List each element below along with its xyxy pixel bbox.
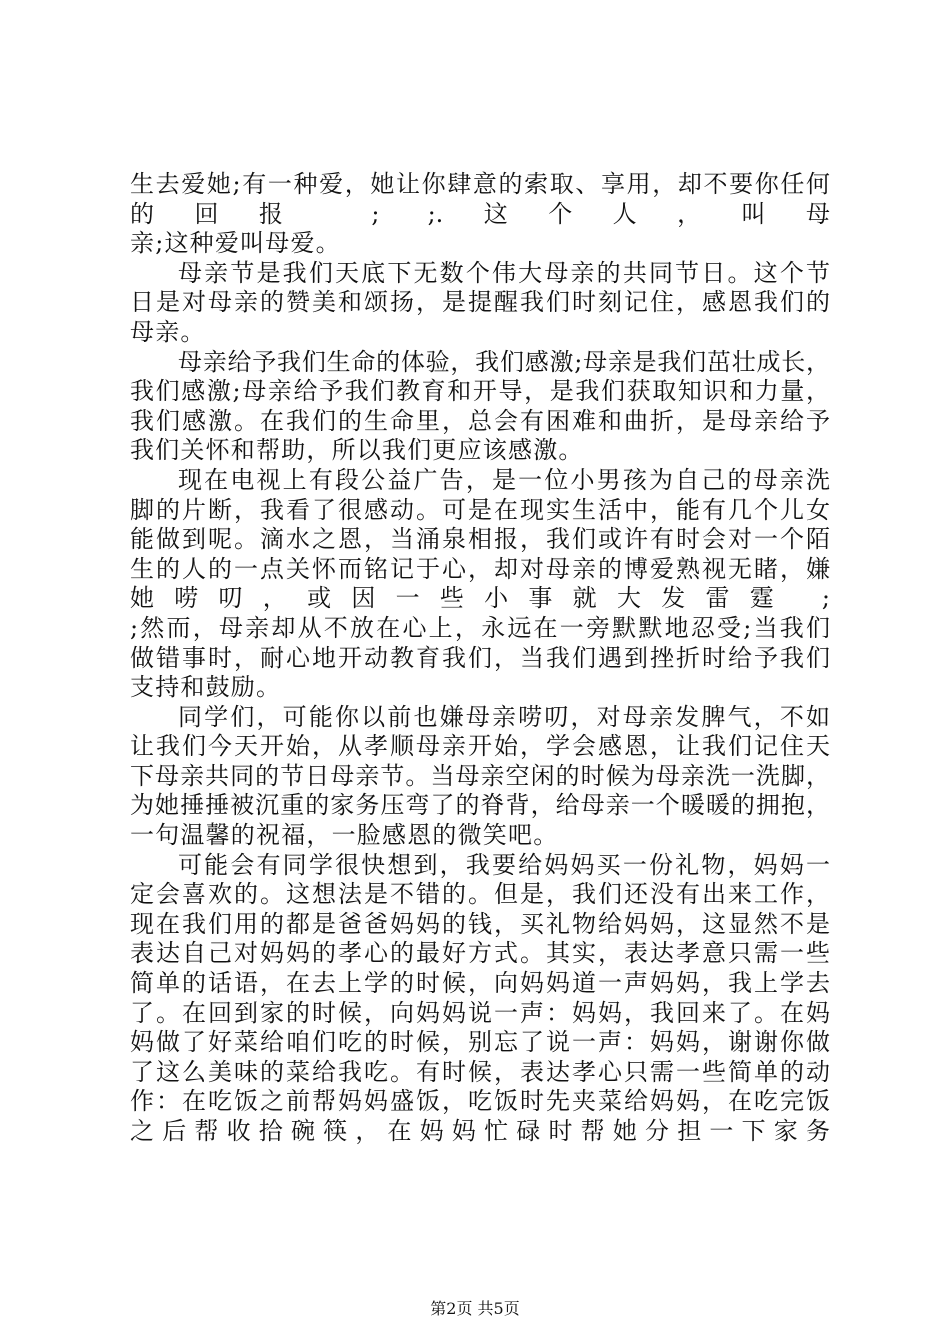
text-line: 日是对母亲的赞美和颂扬，是提醒我们时刻记住，感恩我们的: [130, 288, 830, 317]
text-line: 亲;这种爱叫母爱。: [130, 229, 341, 258]
text-line: 生的人的一点关怀而铭记于心，却对母亲的博爱熟视无睹，嫌: [130, 554, 830, 583]
text-line: 母亲给予我们生命的体验，我们感激;母亲是我们茁壮成长，: [178, 347, 830, 376]
text-line: 作：在吃饭之前帮妈妈盛饭，吃饭时先夹菜给妈妈，在吃完饭: [130, 1087, 830, 1116]
text-line: 让我们今天开始，从孝顺母亲开始，学会感恩，让我们记住天: [130, 732, 830, 761]
text-line: 我们感激。在我们的生命里，总会有困难和曲折，是母亲给予: [130, 406, 830, 435]
text-line: 表达自己对妈妈的孝心的最好方式。其实，表达孝意只需一些: [130, 939, 830, 968]
text-line: 现在电视上有段公益广告，是一位小男孩为自己的母亲洗: [178, 465, 830, 494]
text-line: 可能会有同学很快想到，我要给妈妈买一份礼物，妈妈一: [178, 850, 830, 879]
text-line: 定会喜欢的。这想法是不错的。但是，我们还没有出来工作，: [130, 880, 830, 909]
text-line: 支持和鼓励。: [130, 673, 282, 702]
text-line: 母亲节是我们天底下无数个伟大母亲的共同节日。这个节: [178, 258, 830, 287]
text-line: 为她捶捶被沉重的家务压弯了的脊背，给母亲一个暖暖的拥抱，: [130, 791, 830, 820]
text-line: 同学们，可能你以前也嫌母亲唠叨，对母亲发脾气，不如: [178, 702, 830, 731]
text-line: 能做到呢。滴水之恩，当涌泉相报，我们或许有时会对一个陌: [130, 525, 830, 554]
text-line: 做错事时，耐心地开动教育我们，当我们遇到挫折时给予我们: [130, 643, 830, 672]
text-line: 她唠叨，或因一些小事就大发雷霆 ;: [130, 584, 830, 613]
text-line: 妈做了好菜给咱们吃的时候，别忘了说一声：妈妈，谢谢你做: [130, 1028, 830, 1057]
text-line: 了这么美味的菜给我吃。有时候，表达孝心只需一些简单的动: [130, 1057, 830, 1086]
text-line: 简单的话语，在去上学的时候，向妈妈道一声妈妈，我上学去: [130, 969, 830, 998]
text-line: 现在我们用的都是爸爸妈妈的钱，买礼物给妈妈，这显然不是: [130, 909, 830, 938]
page-number: 第2页 共5页: [430, 1299, 520, 1318]
text-line: ;然而，母亲却从不放在心上，永远在一旁默默地忍受;当我们: [130, 613, 830, 642]
text-line: 母亲。: [130, 317, 206, 346]
text-line: 我们关怀和帮助，所以我们更应该感激。: [130, 436, 584, 465]
document-body: [130, 170, 830, 1147]
text-line: 下母亲共同的节日母亲节。当母亲空闲的时候为母亲洗一洗脚，: [130, 761, 830, 790]
text-line: 的回报 ; ;.这个人，叫母: [130, 199, 830, 228]
text-line: 了。在回到家的时候，向妈妈说一声：妈妈，我回来了。在妈: [130, 998, 830, 1027]
text-line: 脚的片断，我看了很感动。可是在现实生活中，能有几个儿女: [130, 495, 830, 524]
text-line: 生去爱她;有一种爱，她让你肆意的索取、享用，却不要你任何: [130, 170, 830, 198]
text-line: 我们感激;母亲给予我们教育和开导，是我们获取知识和力量，: [130, 377, 830, 406]
text-line: 一句温馨的祝福，一脸感恩的微笑吧。: [130, 821, 559, 850]
text-line: 之 后 帮 收 拾 碗 筷 ， 在 妈 妈 忙 碌 时 帮 她 分 担 一 下 家 务: [130, 1117, 830, 1145]
